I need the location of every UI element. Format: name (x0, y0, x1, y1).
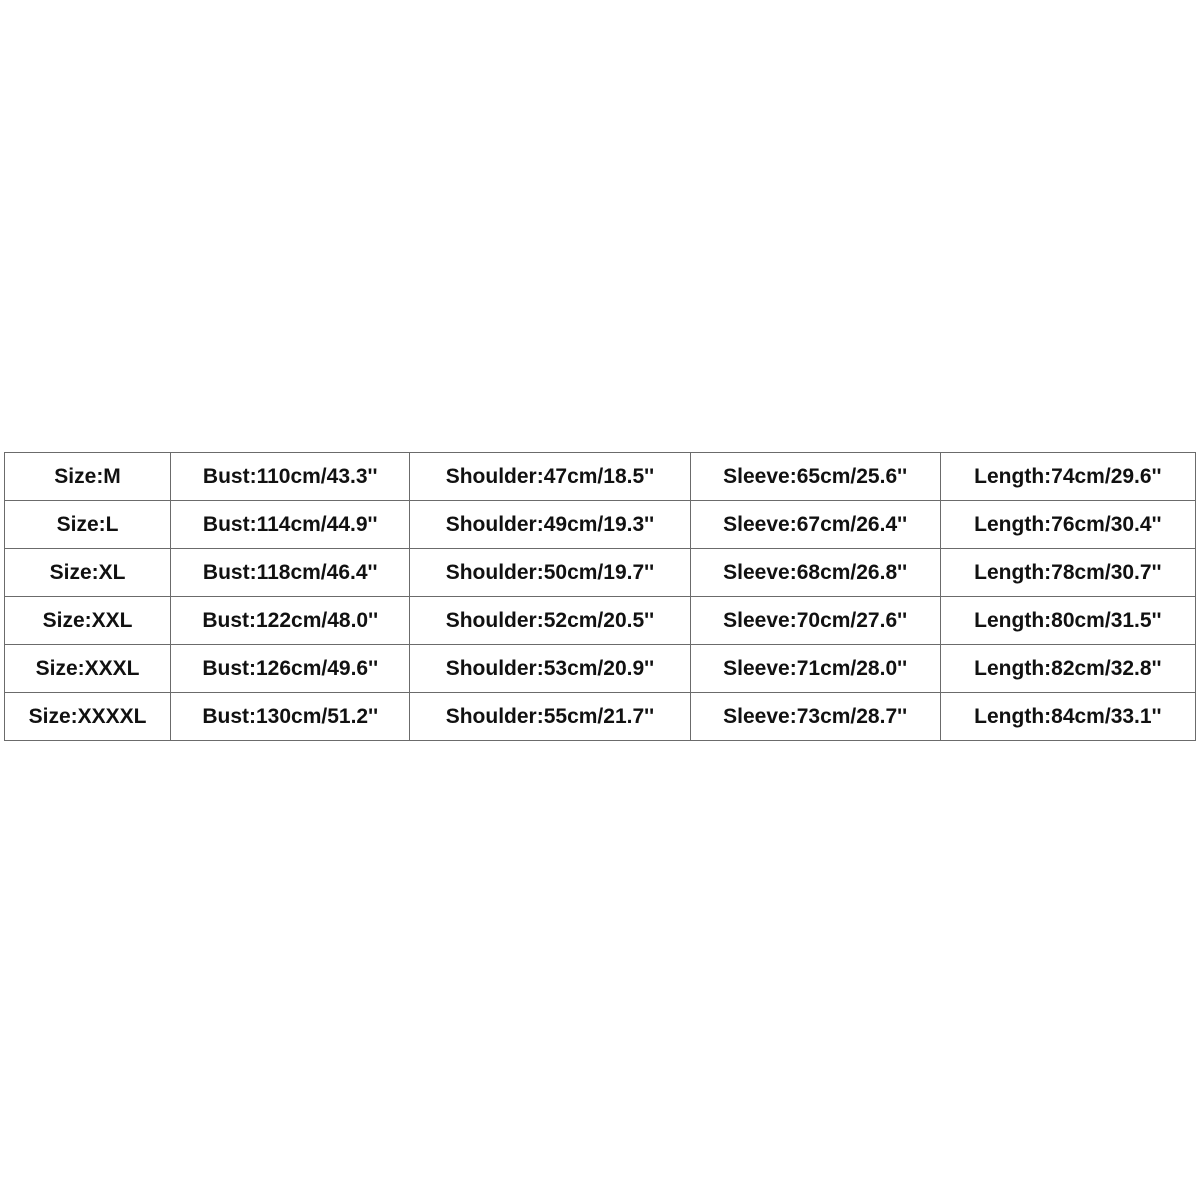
length-cell: Length:82cm/32.8'' (940, 645, 1195, 693)
bust-cell: Bust:126cm/49.6'' (171, 645, 410, 693)
bust-cell: Bust:122cm/48.0'' (171, 597, 410, 645)
length-cell: Length:80cm/31.5'' (940, 597, 1195, 645)
bust-cell: Bust:114cm/44.9'' (171, 501, 410, 549)
size-cell: Size:XXXL (5, 645, 171, 693)
size-chart-table (4, 452, 1196, 741)
table-row (5, 549, 1196, 597)
sleeve-cell: Sleeve:73cm/28.7'' (690, 693, 940, 741)
size-cell: Size:M (5, 453, 171, 501)
table-row (5, 645, 1196, 693)
shoulder-cell: Shoulder:50cm/19.7'' (410, 549, 690, 597)
table-row (5, 501, 1196, 549)
size-cell: Size:XXXXL (5, 693, 171, 741)
sleeve-cell: Sleeve:71cm/28.0'' (690, 645, 940, 693)
size-cell: Size:XL (5, 549, 171, 597)
length-cell: Length:74cm/29.6'' (940, 453, 1195, 501)
size-cell: Size:L (5, 501, 171, 549)
length-cell: Length:84cm/33.1'' (940, 693, 1195, 741)
shoulder-cell: Shoulder:53cm/20.9'' (410, 645, 690, 693)
size-cell: Size:XXL (5, 597, 171, 645)
shoulder-cell: Shoulder:55cm/21.7'' (410, 693, 690, 741)
table-row (5, 453, 1196, 501)
length-cell: Length:78cm/30.7'' (940, 549, 1195, 597)
shoulder-cell: Shoulder:49cm/19.3'' (410, 501, 690, 549)
length-cell: Length:76cm/30.4'' (940, 501, 1195, 549)
shoulder-cell: Shoulder:52cm/20.5'' (410, 597, 690, 645)
bust-cell: Bust:130cm/51.2'' (171, 693, 410, 741)
sleeve-cell: Sleeve:70cm/27.6'' (690, 597, 940, 645)
bust-cell: Bust:118cm/46.4'' (171, 549, 410, 597)
table-row (5, 693, 1196, 741)
shoulder-cell: Shoulder:47cm/18.5'' (410, 453, 690, 501)
sleeve-cell: Sleeve:65cm/25.6'' (690, 453, 940, 501)
sleeve-cell: Sleeve:68cm/26.8'' (690, 549, 940, 597)
bust-cell: Bust:110cm/43.3'' (171, 453, 410, 501)
table-row (5, 597, 1196, 645)
sleeve-cell: Sleeve:67cm/26.4'' (690, 501, 940, 549)
